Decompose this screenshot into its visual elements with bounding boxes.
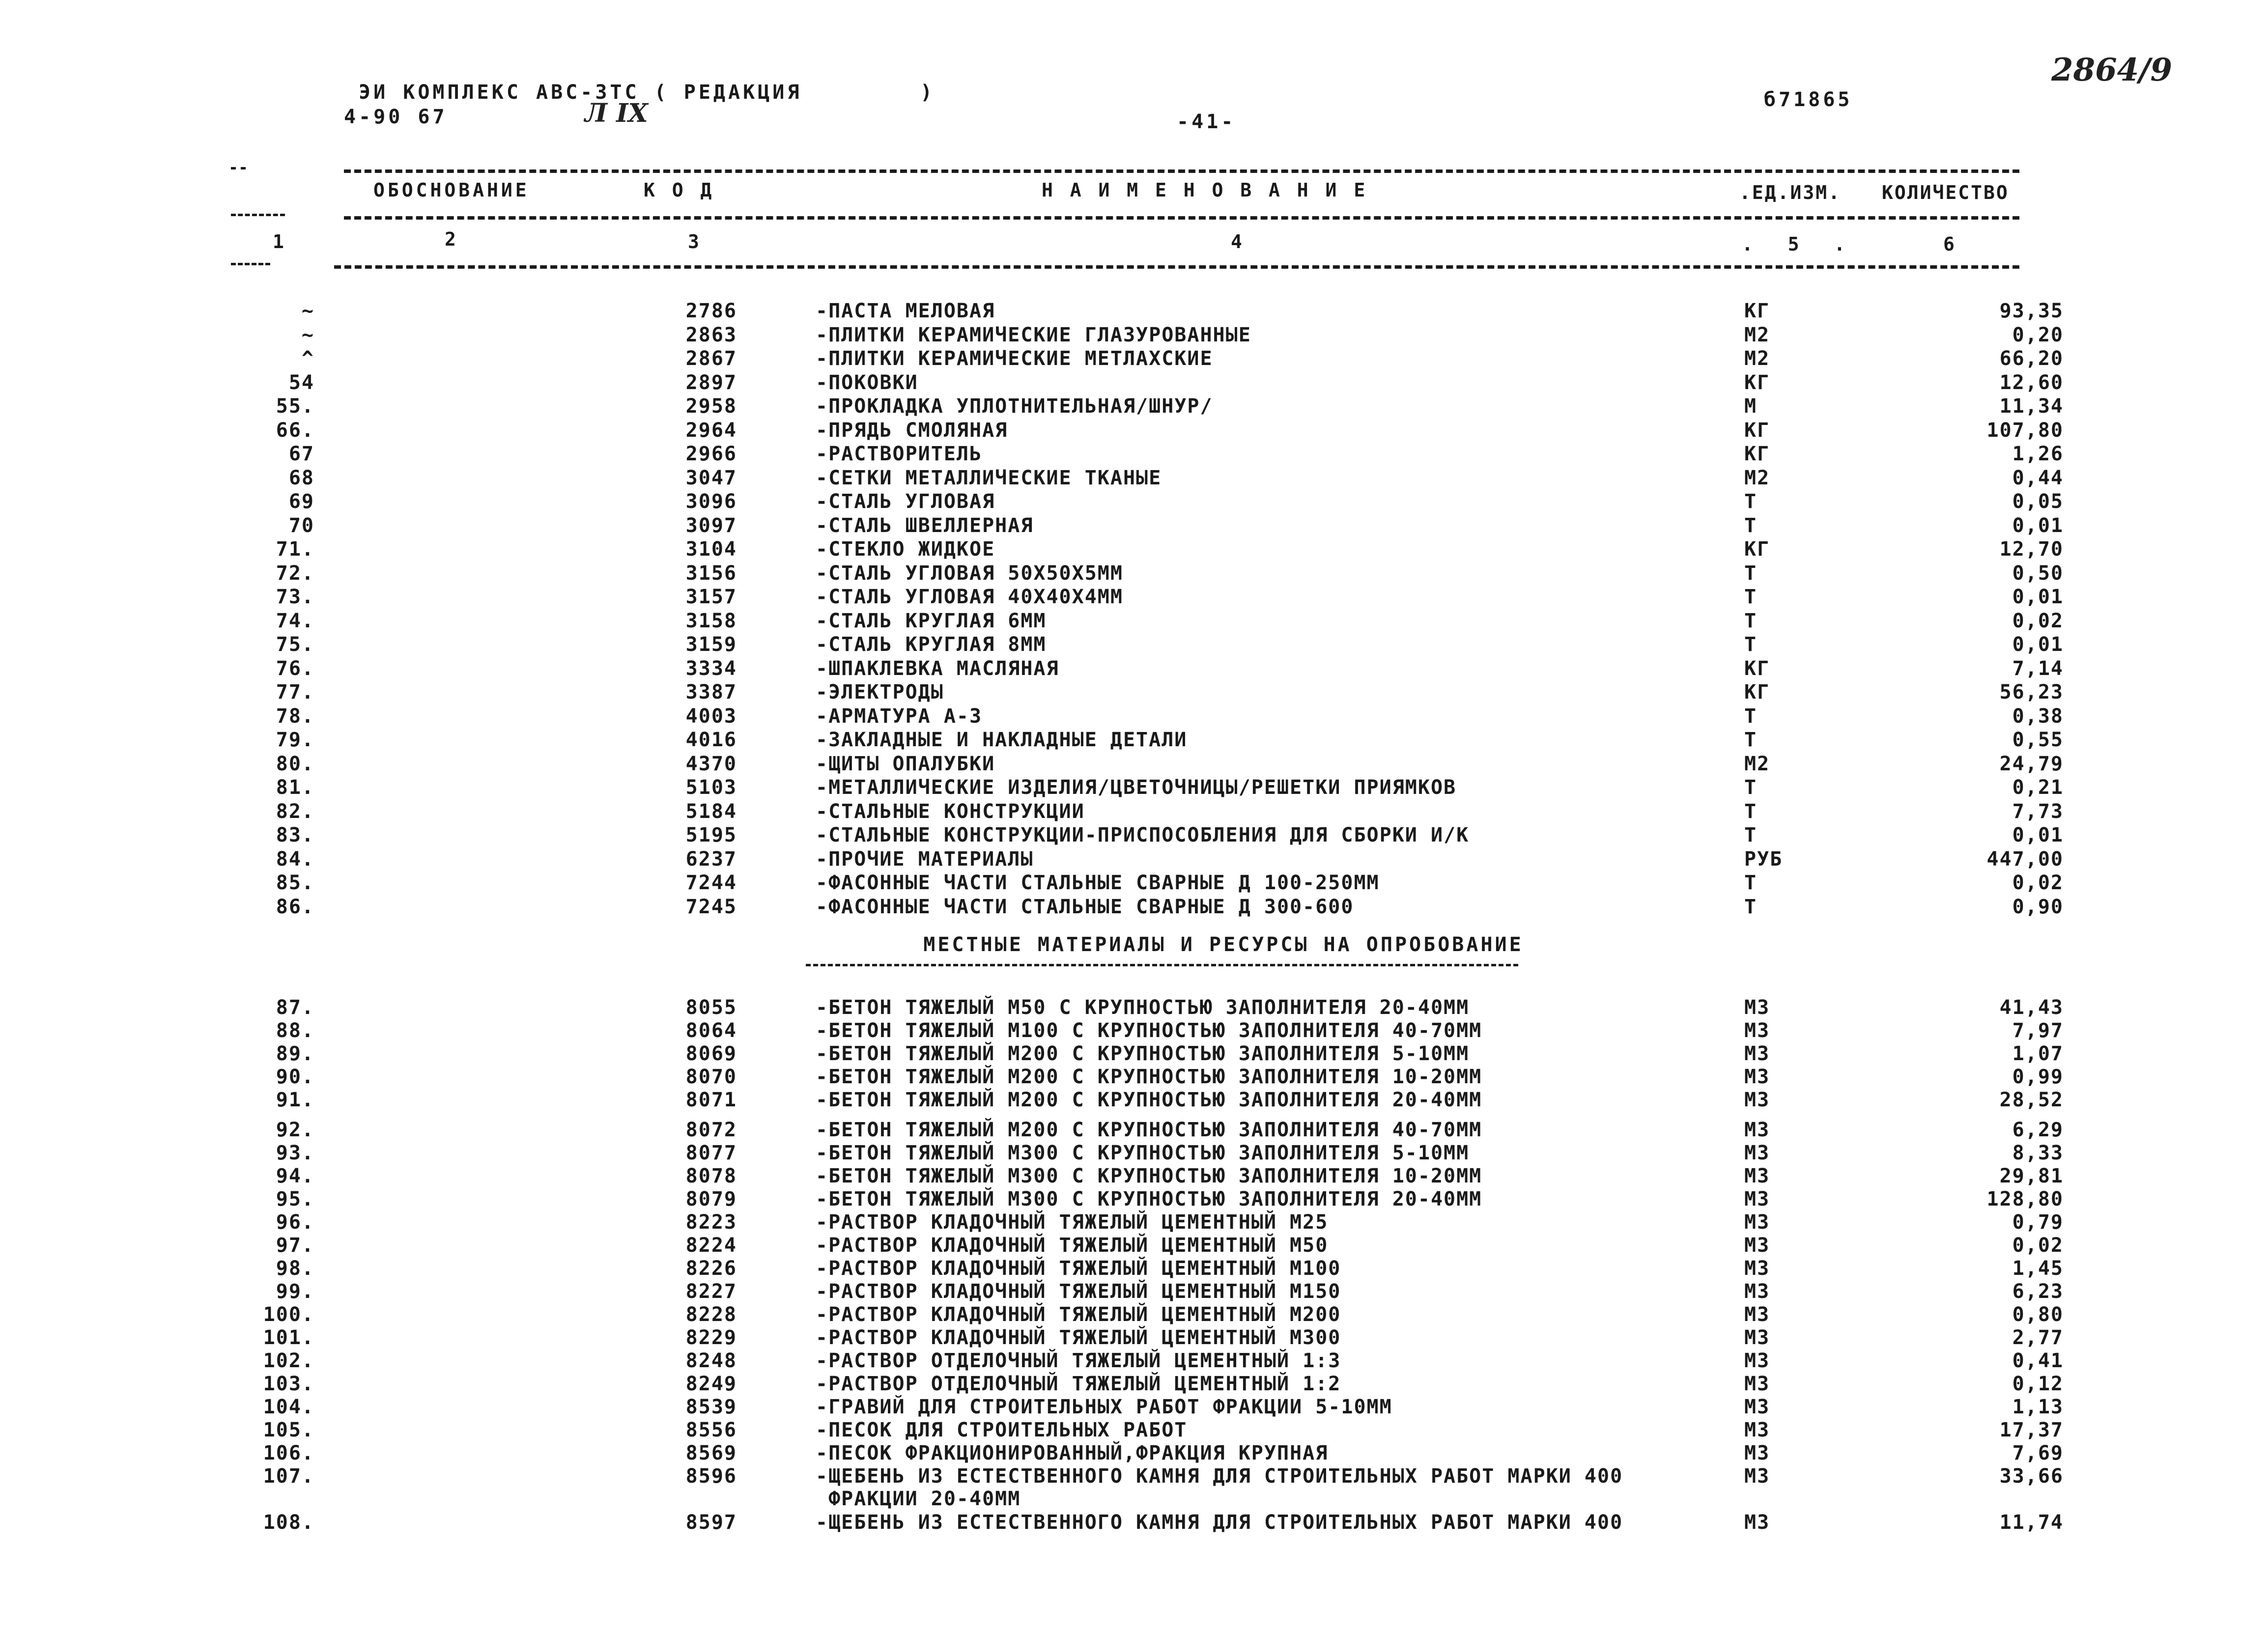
- row-code: 2897: [685, 371, 737, 394]
- row-number: 77.: [276, 681, 314, 703]
- row-unit: М3: [1744, 1350, 1770, 1372]
- row-code: 4003: [685, 704, 737, 728]
- row-unit: М3: [1744, 1089, 1770, 1111]
- row-name: -ПРОЧИЕ МАТЕРИАЛЫ: [816, 847, 1034, 871]
- column-number-3: 3: [688, 231, 702, 253]
- row-name: -ПРОКЛАДКА УПЛОТНИТЕЛЬНАЯ/ШНУР/: [816, 395, 1213, 418]
- row-code: 3387: [685, 681, 737, 703]
- row-number: 96.: [276, 1211, 314, 1234]
- row-unit: М2: [1744, 752, 1770, 775]
- row-quantity: 6,29: [2012, 1119, 2064, 1141]
- row-name: -ЩЕБЕНЬ ИЗ ЕСТЕСТВЕННОГО КАМНЯ ДЛЯ СТРОИТЕЛЬНЫХ РАБОТ МАРКИ 400: [816, 1511, 1623, 1534]
- row-unit: КГ: [1744, 371, 1770, 394]
- row-code: 8071: [685, 1089, 737, 1111]
- row-unit: М3: [1744, 1511, 1770, 1534]
- row-name: -ЗАКЛАДНЫЕ И НАКЛАДНЫЕ ДЕТАЛИ: [816, 729, 1188, 751]
- row-name: -МЕТАЛЛИЧЕСКИЕ ИЗДЕЛИЯ/ЦВЕТОЧНИЦЫ/РЕШЕТКИ ПРИЯМКОВ: [816, 776, 1457, 799]
- row-quantity: 33,66: [1999, 1465, 2064, 1488]
- row-name: -АРМАТУРА А-3: [816, 704, 983, 728]
- row-unit: М3: [1744, 1066, 1770, 1088]
- row-unit: М3: [1744, 1396, 1770, 1418]
- row-code: 2958: [685, 395, 737, 418]
- column-header-name: Н А И М Е Н О В А Н И Е: [1042, 179, 1368, 201]
- row-unit: М3: [1744, 1234, 1770, 1257]
- row-name: -РАСТВОР КЛАДОЧНЫЙ ТЯЖЕЛЫЙ ЦЕМЕНТНЫЙ М50: [816, 1234, 1329, 1257]
- row-unit: Т: [1744, 633, 1758, 656]
- row-number: 76.: [276, 657, 314, 680]
- table-header-rule: [344, 216, 2019, 220]
- row-code: 8070: [685, 1066, 737, 1088]
- row-quantity: 0,01: [2012, 586, 2064, 608]
- row-name: -РАСТВОРИТЕЛЬ: [816, 443, 983, 465]
- row-unit: КГ: [1744, 419, 1770, 442]
- row-code: 4016: [685, 729, 737, 751]
- table-top-rule: [344, 169, 2019, 173]
- row-name: -ГРАВИЙ ДЛЯ СТРОИТЕЛЬНЫХ РАБОТ ФРАКЦИИ 5-10ММ: [816, 1396, 1392, 1418]
- row-code: 3104: [685, 538, 737, 561]
- row-code: 3096: [685, 490, 737, 513]
- row-code: 8055: [685, 996, 737, 1019]
- row-code: 3158: [685, 609, 737, 632]
- row-name: -РАСТВОР КЛАДОЧНЫЙ ТЯЖЕЛЫЙ ЦЕМЕНТНЫЙ М25: [816, 1211, 1329, 1234]
- row-quantity: 0,38: [2012, 704, 2064, 728]
- row-number: ~: [301, 323, 314, 346]
- row-number: 85.: [276, 872, 314, 894]
- row-unit: КГ: [1744, 657, 1770, 680]
- handwritten-archive-number: 2864/9: [2051, 52, 2173, 88]
- row-name: -СТАЛЬ КРУГЛАЯ 6ММ: [816, 609, 1047, 632]
- row-unit: КГ: [1744, 538, 1770, 561]
- row-code: 8224: [685, 1234, 737, 1257]
- row-unit: М3: [1744, 996, 1770, 1019]
- row-quantity: 41,43: [1999, 996, 2064, 1019]
- row-code: 8597: [685, 1511, 737, 1534]
- column-number-5: . 5 .: [1742, 233, 1857, 255]
- row-unit: М3: [1744, 1442, 1770, 1464]
- row-quantity: 0,01: [2012, 824, 2064, 846]
- row-name: -БЕТОН ТЯЖЕЛЫЙ М200 С КРУПНОСТЬЮ ЗАПОЛНИТЕЛЯ 20-40ММ: [816, 1089, 1482, 1111]
- row-name: -ЩИТЫ ОПАЛУБКИ: [816, 752, 995, 775]
- row-number: 101.: [263, 1326, 314, 1349]
- row-unit: М3: [1744, 1303, 1770, 1326]
- row-number: 102.: [263, 1350, 314, 1372]
- row-unit: КГ: [1744, 681, 1770, 703]
- row-unit: М3: [1744, 1465, 1770, 1488]
- row-name: -ПЛИТКИ КЕРАМИЧЕСКИЕ ГЛАЗУРОВАННЫЕ: [816, 323, 1251, 346]
- row-number: 108.: [263, 1511, 314, 1534]
- row-name: -СТАЛЬ УГЛОВАЯ 40Х40Х4ММ: [816, 586, 1123, 608]
- header-complex-line: ЭИ КОМПЛЕКС АВС-ЗТС ( РЕДАКЦИЯ ): [359, 81, 936, 104]
- row-number: 98.: [276, 1257, 314, 1280]
- column-number-4: 4: [1231, 231, 1245, 253]
- row-code: 3157: [685, 586, 737, 608]
- section-underline: [806, 964, 1518, 966]
- row-quantity: 56,23: [1999, 681, 2064, 703]
- row-number: 90.: [276, 1066, 314, 1088]
- row-number: 75.: [276, 633, 314, 656]
- row-name: -РАСТВОР КЛАДОЧНЫЙ ТЯЖЕЛЫЙ ЦЕМЕНТНЫЙ М300: [816, 1326, 1341, 1349]
- row-quantity: 0,79: [2012, 1211, 2064, 1234]
- row-quantity: 12,60: [1999, 371, 2064, 394]
- row-number: 99.: [276, 1280, 314, 1303]
- row-number: 83.: [276, 824, 314, 846]
- row-quantity: 0,02: [2012, 872, 2064, 894]
- row-quantity: 0,90: [2012, 895, 2064, 918]
- row-name: -СТАЛЬ ШВЕЛЛЕРНАЯ: [816, 514, 1034, 537]
- column-header-code: К О Д: [644, 179, 715, 201]
- row-quantity: 0,41: [2012, 1350, 2064, 1372]
- row-quantity: 0,55: [2012, 729, 2064, 751]
- header-doc-number: 4-90 67: [344, 106, 448, 128]
- left-margin-dash-3: [231, 263, 270, 265]
- row-unit: Т: [1744, 800, 1758, 823]
- row-name: -РАСТВОР ОТДЕЛОЧНЫЙ ТЯЖЕЛЫЙ ЦЕМЕНТНЫЙ 1:2: [816, 1373, 1341, 1395]
- row-unit: Т: [1744, 776, 1758, 799]
- row-number: 86.: [276, 895, 314, 918]
- row-name: -ФАСОННЫЕ ЧАСТИ СТАЛЬНЫЕ СВАРНЫЕ Д 300-600: [816, 895, 1354, 918]
- row-name: -СЕТКИ МЕТАЛЛИЧЕСКИЕ ТКАНЫЕ: [816, 466, 1162, 489]
- row-quantity: 17,37: [1999, 1419, 2064, 1441]
- row-unit: РУБ: [1744, 847, 1783, 871]
- row-number: 72.: [276, 562, 314, 585]
- row-code: 7245: [685, 895, 737, 918]
- table-colnum-rule: [334, 265, 2019, 269]
- row-number: 69: [288, 490, 314, 513]
- doc-code: б71865: [1764, 88, 1853, 111]
- row-number: 84.: [276, 847, 314, 871]
- row-quantity: 0,99: [2012, 1066, 2064, 1088]
- row-name: -РАСТВОР КЛАДОЧНЫЙ ТЯЖЕЛЫЙ ЦЕМЕНТНЫЙ М200: [816, 1303, 1341, 1326]
- row-unit: КГ: [1744, 300, 1770, 322]
- row-code: 2964: [685, 419, 737, 442]
- row-number: 68: [288, 466, 314, 489]
- row-quantity: 0,50: [2012, 562, 2064, 585]
- row-quantity: 0,02: [2012, 1234, 2064, 1257]
- row-unit: М3: [1744, 1119, 1770, 1141]
- row-unit: М3: [1744, 1419, 1770, 1441]
- row-unit: Т: [1744, 729, 1758, 751]
- row-code: 4370: [685, 752, 737, 775]
- row-name: -БЕТОН ТЯЖЕЛЫЙ М200 С КРУПНОСТЬЮ ЗАПОЛНИТЕЛЯ 10-20ММ: [816, 1066, 1482, 1088]
- row-unit: М3: [1744, 1326, 1770, 1349]
- row-quantity: 447,00: [1986, 847, 2064, 871]
- row-name: -БЕТОН ТЯЖЕЛЫЙ М100 С КРУПНОСТЬЮ ЗАПОЛНИТЕЛЯ 40-70ММ: [816, 1019, 1482, 1042]
- row-name: -ПРЯДЬ СМОЛЯНАЯ: [816, 419, 1008, 442]
- row-unit: Т: [1744, 490, 1758, 513]
- row-name: -ШПАКЛЕВКА МАСЛЯНАЯ: [816, 657, 1059, 680]
- row-number: 106.: [263, 1442, 314, 1464]
- row-code: 8072: [685, 1119, 737, 1141]
- row-number: ~: [301, 300, 314, 322]
- row-code: 3159: [685, 633, 737, 656]
- row-code: 8229: [685, 1326, 737, 1349]
- row-code: 2786: [685, 300, 737, 322]
- column-header-unit: .ЕД.ИЗМ.: [1739, 182, 1842, 203]
- row-name: -БЕТОН ТЯЖЕЛЫЙ М300 С КРУПНОСТЬЮ ЗАПОЛНИТЕЛЯ 10-20ММ: [816, 1165, 1482, 1187]
- row-quantity: 12,70: [1999, 538, 2064, 561]
- row-number: 78.: [276, 704, 314, 728]
- row-name: -СТАЛЬ УГЛОВАЯ: [816, 490, 995, 513]
- row-number: 74.: [276, 609, 314, 632]
- row-number: 100.: [263, 1303, 314, 1326]
- row-name: -СТАЛЬНЫЕ КОНСТРУКЦИИ: [816, 800, 1085, 823]
- row-quantity: 11,34: [1999, 395, 2064, 418]
- row-unit: М3: [1744, 1165, 1770, 1187]
- row-number: 55.: [276, 395, 314, 418]
- row-quantity: 0,05: [2012, 490, 2064, 513]
- row-quantity: 0,44: [2012, 466, 2064, 489]
- row-code: 2867: [685, 347, 737, 370]
- row-number: 103.: [263, 1373, 314, 1395]
- row-code: 8064: [685, 1019, 737, 1042]
- row-code: 8226: [685, 1257, 737, 1280]
- row-code: 8069: [685, 1042, 737, 1065]
- section-title: МЕСТНЫЕ МАТЕРИАЛЫ И РЕСУРСЫ НА ОПРОБОВАНИЕ: [923, 933, 1524, 956]
- row-quantity: 24,79: [1999, 752, 2064, 775]
- row-number: 104.: [263, 1396, 314, 1418]
- row-unit: Т: [1744, 704, 1758, 728]
- row-unit: Т: [1744, 872, 1758, 894]
- row-code: 8079: [685, 1188, 737, 1210]
- row-quantity: 7,97: [2012, 1019, 2064, 1042]
- row-number: 105.: [263, 1419, 314, 1441]
- row-unit: Т: [1744, 514, 1758, 537]
- row-name: -РАСТВОР КЛАДОЧНЫЙ ТЯЖЕЛЫЙ ЦЕМЕНТНЫЙ М100: [816, 1257, 1341, 1280]
- row-unit: Т: [1744, 609, 1758, 632]
- row-quantity: 0,01: [2012, 633, 2064, 656]
- row-name: -БЕТОН ТЯЖЕЛЫЙ М300 С КРУПНОСТЬЮ ЗАПОЛНИТЕЛЯ 5-10ММ: [816, 1142, 1470, 1164]
- row-unit: М3: [1744, 1042, 1770, 1065]
- header-handwritten-mark: Л IX: [585, 98, 648, 128]
- row-number: 80.: [276, 752, 314, 775]
- row-number: 82.: [276, 800, 314, 823]
- row-name: -СТАЛЬ УГЛОВАЯ 50Х50Х5ММ: [816, 562, 1123, 585]
- row-code: 8077: [685, 1142, 737, 1164]
- row-name: -СТЕКЛО ЖИДКОЕ: [816, 538, 995, 561]
- row-number: 67: [288, 443, 314, 465]
- row-number: 70: [288, 514, 314, 537]
- row-quantity: 0,20: [2012, 323, 2064, 346]
- row-name: -БЕТОН ТЯЖЕЛЫЙ М300 С КРУПНОСТЬЮ ЗАПОЛНИТЕЛЯ 20-40ММ: [816, 1188, 1482, 1210]
- row-name: -РАСТВОР ОТДЕЛОЧНЫЙ ТЯЖЕЛЫЙ ЦЕМЕНТНЫЙ 1:3: [816, 1350, 1341, 1372]
- row-quantity: 2,77: [2012, 1326, 2064, 1349]
- row-number: 81.: [276, 776, 314, 799]
- row-number: 93.: [276, 1142, 314, 1164]
- row-quantity: 1,45: [2012, 1257, 2064, 1280]
- row-code: 8539: [685, 1396, 737, 1418]
- row-code: 2863: [685, 323, 737, 346]
- row-code: 8228: [685, 1303, 737, 1326]
- row-quantity: 8,33: [2012, 1142, 2064, 1164]
- row-name: -СТАЛЬ КРУГЛАЯ 8ММ: [816, 633, 1047, 656]
- row-name: -СТАЛЬНЫЕ КОНСТРУКЦИИ-ПРИСПОСОБЛЕНИЯ ДЛЯ СБОРКИ И/К: [816, 824, 1470, 846]
- row-quantity: 0,02: [2012, 609, 2064, 632]
- row-name: -ФАСОННЫЕ ЧАСТИ СТАЛЬНЫЕ СВАРНЫЕ Д 100-250ММ: [816, 872, 1380, 894]
- row-number: 94.: [276, 1165, 314, 1187]
- row-unit: Т: [1744, 586, 1758, 608]
- row-unit: М3: [1744, 1373, 1770, 1395]
- row-code: 8596: [685, 1465, 737, 1488]
- row-number: 71.: [276, 538, 314, 561]
- row-unit: М3: [1744, 1280, 1770, 1303]
- row-code: 8569: [685, 1442, 737, 1464]
- row-quantity: 7,14: [2012, 657, 2064, 680]
- left-margin-dash-2: [231, 214, 285, 216]
- row-number: 97.: [276, 1234, 314, 1257]
- row-code: 8249: [685, 1373, 737, 1395]
- row-code: 3156: [685, 562, 737, 585]
- left-margin-dash: [231, 167, 246, 169]
- row-quantity: 66,20: [1999, 347, 2064, 370]
- row-number: 95.: [276, 1188, 314, 1210]
- row-name: -ПЕСОК ДЛЯ СТРОИТЕЛЬНЫХ РАБОТ: [816, 1419, 1188, 1441]
- row-name: -ЭЛЕКТРОДЫ: [816, 681, 944, 703]
- row-quantity: 0,21: [2012, 776, 2064, 799]
- row-unit: М2: [1744, 323, 1770, 346]
- row-number: 73.: [276, 586, 314, 608]
- row-name: -ПОКОВКИ: [816, 371, 918, 394]
- row-unit: М2: [1744, 347, 1770, 370]
- row-number: 79.: [276, 729, 314, 751]
- row-code: 5103: [685, 776, 737, 799]
- row-quantity: 1,26: [2012, 443, 2064, 465]
- row-quantity: 1,13: [2012, 1396, 2064, 1418]
- row-number: 88.: [276, 1019, 314, 1042]
- row-name: -ЩЕБЕНЬ ИЗ ЕСТЕСТВЕННОГО КАМНЯ ДЛЯ СТРОИТЕЛЬНЫХ РАБОТ МАРКИ 400 ФРАКЦИИ 20-40ММ: [816, 1465, 1623, 1510]
- row-name: -БЕТОН ТЯЖЕЛЫЙ М200 С КРУПНОСТЬЮ ЗАПОЛНИТЕЛЯ 40-70ММ: [816, 1119, 1482, 1141]
- row-unit: М3: [1744, 1211, 1770, 1234]
- column-number-6: 6: [1943, 233, 1957, 255]
- row-unit: М3: [1744, 1019, 1770, 1042]
- row-number: 91.: [276, 1089, 314, 1111]
- row-code: 2966: [685, 443, 737, 465]
- row-unit: Т: [1744, 562, 1758, 585]
- row-quantity: 29,81: [1999, 1165, 2064, 1187]
- row-code: 5184: [685, 800, 737, 823]
- row-unit: М3: [1744, 1142, 1770, 1164]
- row-quantity: 107,80: [1986, 419, 2064, 442]
- row-code: 5195: [685, 824, 737, 846]
- row-name: -ПЛИТКИ КЕРАМИЧЕСКИЕ МЕТЛАХСКИЕ: [816, 347, 1213, 370]
- row-quantity: 7,73: [2012, 800, 2064, 823]
- row-number: 66.: [276, 419, 314, 442]
- row-code: 7244: [685, 872, 737, 894]
- row-code: 3334: [685, 657, 737, 680]
- row-number: 87.: [276, 996, 314, 1019]
- row-unit: КГ: [1744, 443, 1770, 465]
- row-name: -БЕТОН ТЯЖЕЛЫЙ М200 С КРУПНОСТЬЮ ЗАПОЛНИТЕЛЯ 5-10ММ: [816, 1042, 1470, 1065]
- column-number-1: 1: [273, 231, 287, 253]
- row-name: -БЕТОН ТЯЖЕЛЫЙ М50 С КРУПНОСТЬЮ ЗАПОЛНИТЕЛЯ 20-40ММ: [816, 996, 1470, 1019]
- row-code: 8248: [685, 1350, 737, 1372]
- row-number: ^: [301, 347, 314, 370]
- row-unit: Т: [1744, 895, 1758, 918]
- row-quantity: 0,01: [2012, 514, 2064, 537]
- row-unit: М2: [1744, 466, 1770, 489]
- column-header-basis: ОБОСНОВАНИЕ: [373, 179, 530, 201]
- row-code: 8556: [685, 1419, 737, 1441]
- row-unit: М3: [1744, 1257, 1770, 1280]
- row-code: 6237: [685, 847, 737, 871]
- row-quantity: 0,12: [2012, 1373, 2064, 1395]
- row-quantity: 0,80: [2012, 1303, 2064, 1326]
- row-name: -ПЕСОК ФРАКЦИОНИРОВАННЫЙ,ФРАКЦИЯ КРУПНАЯ: [816, 1442, 1329, 1464]
- row-name: -ПАСТА МЕЛОВАЯ: [816, 300, 995, 322]
- row-quantity: 128,80: [1986, 1188, 2064, 1210]
- row-code: 3047: [685, 466, 737, 489]
- page-number: -41-: [1177, 111, 1236, 133]
- column-number-2: 2: [445, 228, 459, 250]
- row-quantity: 93,35: [1999, 300, 2064, 322]
- row-number: 54: [288, 371, 314, 394]
- row-number: 92.: [276, 1119, 314, 1141]
- row-code: 3097: [685, 514, 737, 537]
- row-unit: М: [1744, 395, 1758, 418]
- row-quantity: 6,23: [2012, 1280, 2064, 1303]
- row-code: 8078: [685, 1165, 737, 1187]
- row-code: 8223: [685, 1211, 737, 1234]
- row-quantity: 7,69: [2012, 1442, 2064, 1464]
- row-number: 107.: [263, 1465, 314, 1488]
- row-unit: Т: [1744, 824, 1758, 846]
- row-name: -РАСТВОР КЛАДОЧНЫЙ ТЯЖЕЛЫЙ ЦЕМЕНТНЫЙ М150: [816, 1280, 1341, 1303]
- row-quantity: 1,07: [2012, 1042, 2064, 1065]
- row-number: 89.: [276, 1042, 314, 1065]
- row-code: 8227: [685, 1280, 737, 1303]
- row-quantity: 11,74: [1999, 1511, 2064, 1534]
- row-quantity: 28,52: [1999, 1089, 2064, 1111]
- column-header-quantity: КОЛИЧЕСТВО: [1882, 182, 2009, 203]
- row-unit: М3: [1744, 1188, 1770, 1210]
